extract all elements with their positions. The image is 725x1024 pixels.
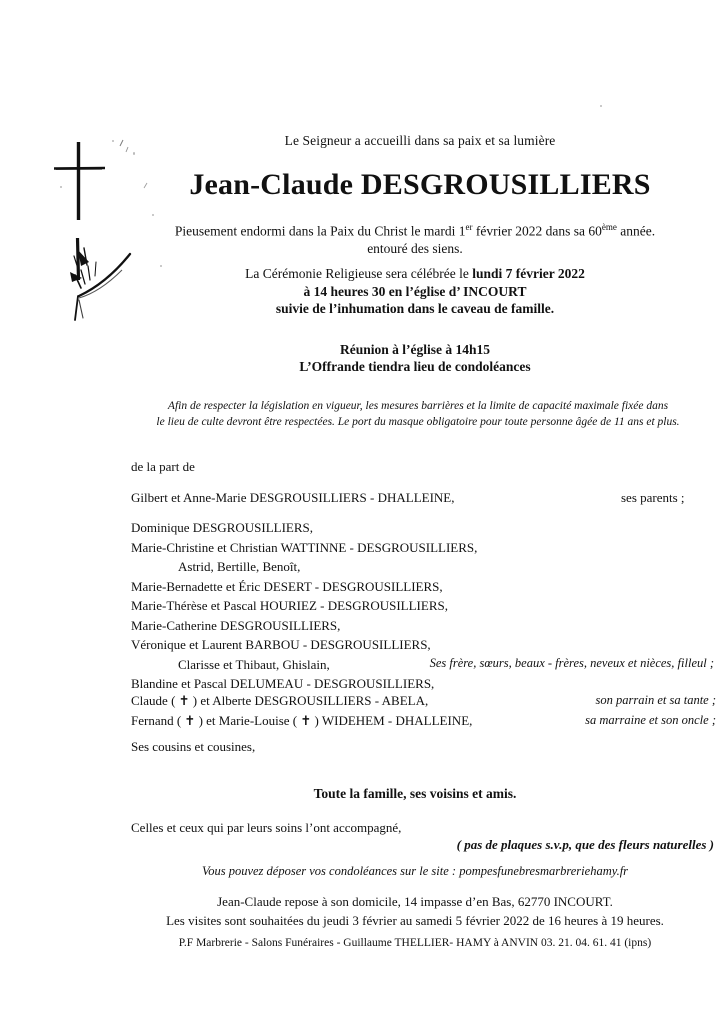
repose-line-2: Les visites sont souhaitées du jeudi 3 février au samedi 5 février 2022 de 16 heures à 19 heures.	[166, 912, 664, 928]
condolence-site-line: Vous pouvez déposer vos condoléances sur le site : pompesfunebresmarbreriehamy.fr	[201, 864, 629, 878]
repose-info	[118, 893, 712, 930]
from-label: de la part de	[131, 459, 195, 474]
accompanied-line: Celles et ceux qui par leurs soins l’ont accompagné,	[131, 820, 402, 835]
reunion-details	[120, 341, 710, 375]
list-item	[131, 596, 711, 616]
passing-details	[120, 219, 710, 257]
passing-line-1: Pieusement endormi dans la Paix du Christ le mardi 1er février 2022 dans sa 60ème année.	[174, 222, 656, 239]
parents-row	[131, 488, 711, 508]
siblings-relation: Ses frère, sœurs, beaux - frères, neveux et nièces, filleul ;	[429, 656, 714, 670]
reunion-line-1: Réunion à l’église à 14h15	[339, 342, 490, 357]
reunion-line-2: L’Offrande tiendra lieu de condoléances	[299, 359, 531, 374]
scan-speckle	[133, 152, 135, 155]
sibling-name: Véronique et Laurent BARBOU - DESGROUSILLIERS,	[131, 637, 431, 652]
repose-line-1: Jean-Claude repose à son domicile, 14 impasse d’en Bas, 62770 INCOURT.	[217, 894, 613, 909]
parents-names: Gilbert et Anne-Marie DESGROUSILLIERS - DHALLEINE,	[131, 490, 455, 505]
covid-line-1: Afin de respecter la législation en vigueur, les mesures barrières et la limite de capacité maximale fixée dans	[167, 400, 669, 412]
covid-line-2: le lieu de culte devront être respectées. Le port du masque obligatoire pour toute personne âgée de 11 ans et plus.	[156, 416, 680, 428]
list-item	[131, 518, 711, 538]
sibling-name: Clarisse et Thibaut, Ghislain,	[178, 656, 330, 672]
list-item	[131, 616, 711, 636]
list-item	[131, 711, 716, 731]
sibling-name: Marie-Thérèse et Pascal HOURIEZ - DESGROUSILLIERS,	[131, 598, 448, 613]
parents-relation: ses parents ;	[621, 490, 685, 505]
ceremony-line-1: La Cérémonie Religieuse sera célébrée le lundi 7 février 2022	[245, 266, 585, 281]
covid-notice	[118, 398, 718, 430]
godparents-list	[131, 691, 716, 730]
passing-line-2: entouré des siens.	[367, 240, 463, 256]
sibling-name: Marie-Bernadette et Éric DESERT - DESGROUSILLIERS,	[131, 578, 443, 594]
scan-speckle	[112, 140, 114, 142]
list-item	[131, 538, 711, 558]
ceremony-date: lundi 7 février 2022	[472, 266, 585, 281]
godparent-name: Fernand ( ✝ ) et Marie-Louise ( ✝ ) WIDEHEM - DHALLEINE,	[131, 712, 473, 728]
ordinal-eme: ème	[601, 222, 617, 232]
ordinal-er: er	[465, 222, 473, 232]
funeral-home-line: P.F Marbrerie - Salons Funéraires - Guillaume THELLIER- HAMY à ANVIN 03. 21. 04. 61. 41 (ipns)	[178, 937, 652, 949]
ceremony-line-3: suivie de l’inhumation dans le caveau de famille.	[275, 301, 555, 316]
cousins-line: Ses cousins et cousines,	[131, 739, 256, 754]
all-family-line: Toute la famille, ses voisins et amis.	[313, 786, 517, 801]
sibling-name: Dominique DESGROUSILLIERS,	[131, 520, 313, 535]
list-item	[131, 557, 711, 577]
scan-speckle	[152, 214, 154, 216]
ceremony-line-2: à 14 heures 30 en l’église d’ INCOURT	[303, 283, 527, 299]
list-item	[131, 577, 711, 597]
scan-speckle	[600, 105, 602, 107]
ceremony-details	[120, 265, 710, 318]
flowers-note: ( pas de plaques s.v.p, que des fleurs naturelles )	[456, 837, 714, 852]
sibling-name: Marie-Catherine DESGROUSILLIERS,	[131, 617, 341, 633]
scan-speckle	[60, 186, 62, 188]
godparent-relation: sa marraine et son oncle ;	[585, 712, 716, 727]
godparent-name: Claude ( ✝ ) et Alberte DESGROUSILLIERS - ABELA,	[131, 693, 429, 708]
godparent-relation: son parrain et sa tante ;	[595, 693, 716, 707]
sibling-name: Astrid, Bertille, Benoît,	[178, 559, 301, 574]
sibling-name: Marie-Christine et Christian WATTINNE - DESGROUSILLIERS,	[131, 539, 478, 555]
deceased-name: Jean-Claude DESGROUSILLIERS	[189, 168, 651, 201]
sibling-name: Blandine et Pascal DELUMEAU - DESGROUSILLIERS,	[131, 676, 435, 691]
blessing-line: Le Seigneur a accueilli dans sa paix et sa lumière	[284, 133, 556, 148]
list-item	[131, 635, 711, 655]
list-item	[131, 691, 716, 711]
